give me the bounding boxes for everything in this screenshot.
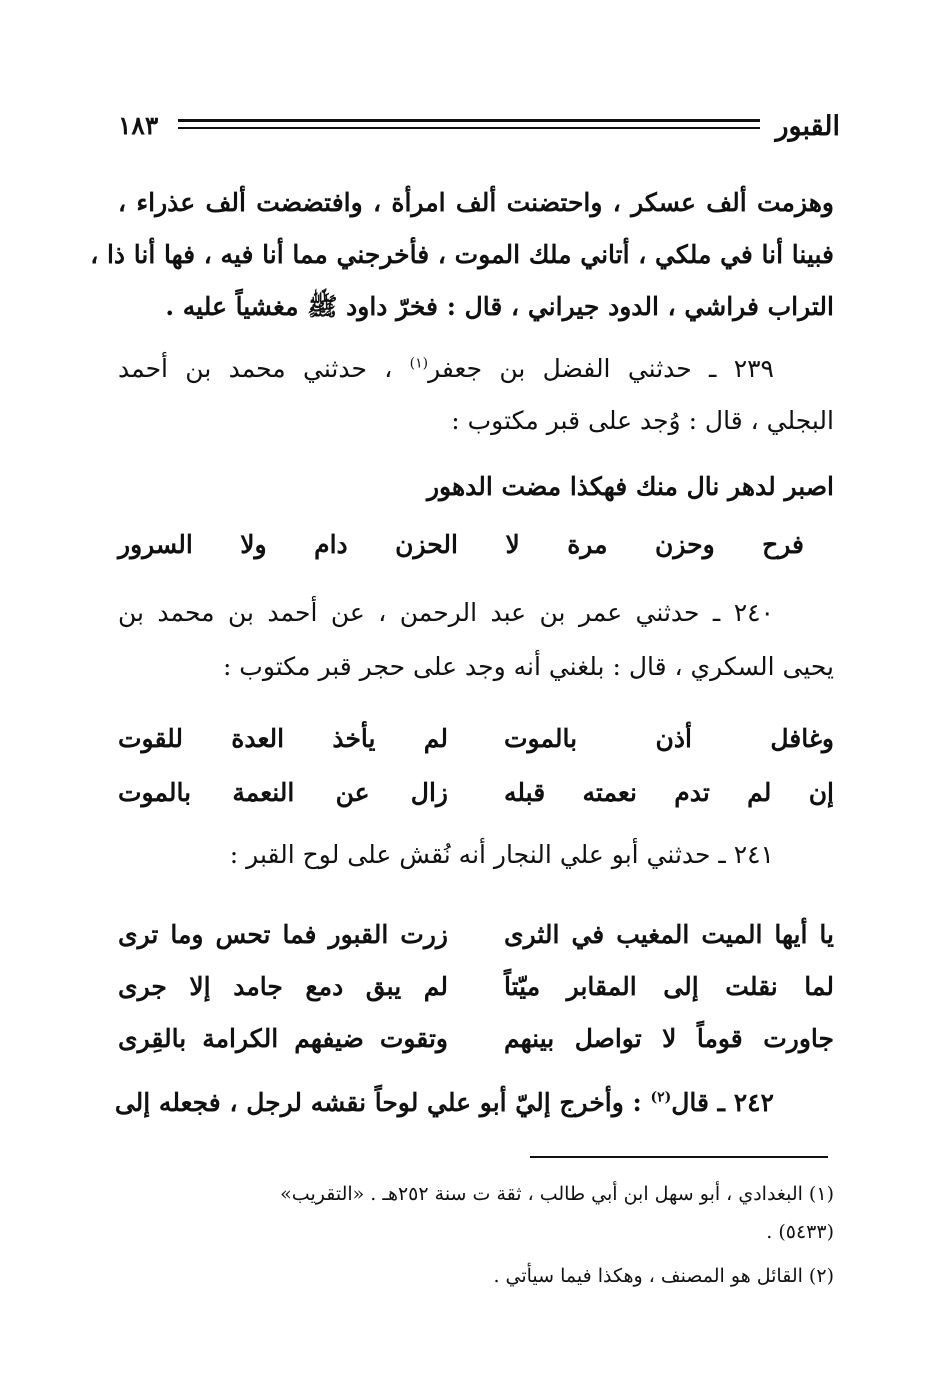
narration-241-line: ٢٤١ ـ حدثني أبو علي النجار أنه نُقش على لوح القبر : [229,840,774,869]
footnote-2-line: (٢) القائل هو المصنف ، وهكذا فيما سيأتي . [493,1265,834,1287]
page-number: ١٨٣ [118,111,159,140]
verse-hemistich-right: وغافل أذن بالموت [504,724,834,753]
verse-row [118,1020,834,1058]
narration-242-text: ٢٤٢ ـ قال [671,1088,774,1117]
verse-row [118,774,834,812]
paragraph-line: وهزمت ألف عسكر ، واحتضنت ألف امرأة ، وافتضضت ألف عذراء ، [118,188,834,217]
narration-240-line: ٢٤٠ ـ حدثني عمر بن عبد الرحمن ، عن أحمد بن محمد بن [118,598,774,627]
chapter-title: القبور [775,111,840,142]
verse-hemistich-right: إن لم تدم نعمته قبله [504,778,834,807]
verse-hemistich-left: لم يبق دمع جامد إلا جرى [118,972,448,1001]
narration-239-line: البجلي ، قال : وُجد على قبر مكتوب : [451,406,834,435]
footnote-ref-2: (٢) [650,1089,672,1106]
paragraph-line: التراب فراشي ، الدود جيراني ، قال : فخرّ داود ﷺ مغشياً عليه . [165,292,834,321]
footnote-separator [530,1156,828,1158]
narration-242-text-rest: : وأخرج إليّ أبو علي لوحاً نقشه لرجل ، فجعله إلى [114,1088,651,1117]
poem-239-line: فرح وحزن مرة لا الحزن دام ولا السرور [118,530,804,559]
verse-row [118,720,834,758]
verse-hemistich-left: وتقوت ضيفهم الكرامة بالقِرى [118,1024,448,1053]
page-header [118,108,840,148]
narration-239-text: ٢٣٩ ـ حدثني الفضل بن جعفر [428,354,774,383]
verse-hemistich-left: زال عن النعمة بالموت [118,778,448,807]
footnote-1-line: (٥٤٣٣) . [766,1221,834,1243]
verse-hemistich-right: لما نقلت إلى المقابر ميّتاً [504,972,834,1001]
narration-239-text-rest: ، حدثني محمد بن أحمد [118,354,410,383]
narration-240-line: يحيى السكري ، قال : بلغني أنه وجد على حجر قبر مكتوب : [222,652,834,681]
verse-hemistich-left: زرت القبور فما تحس وما ترى [118,920,448,949]
header-rule [178,119,760,131]
paragraph-line: فبينا أنا في ملكي ، أتاني ملك الموت ، فأخرجني مما أنا فيه ، فها أنا ذا ، [90,240,834,269]
verse-hemistich-left: لم يأخذ العدة للقوت [118,724,448,753]
narration-239-line [118,352,834,386]
narration-242-line [114,1086,834,1120]
verse-hemistich-right: يا أيها الميت المغيب في الثرى [504,920,834,949]
footnote-1-line: (١) البغدادي ، أبو سهل ابن أبي طالب ، ثقة ت سنة ٢٥٢هـ . «التقريب» [280,1183,834,1205]
poem-239-line: اصبر لدهر نال منك فهكذا مضت الدهور [426,472,834,501]
verse-row [118,916,834,954]
footnote-ref-1: (١) [409,355,429,372]
verse-hemistich-right: جاورت قوماً لا تواصل بينهم [504,1024,834,1053]
verse-row [118,968,834,1006]
